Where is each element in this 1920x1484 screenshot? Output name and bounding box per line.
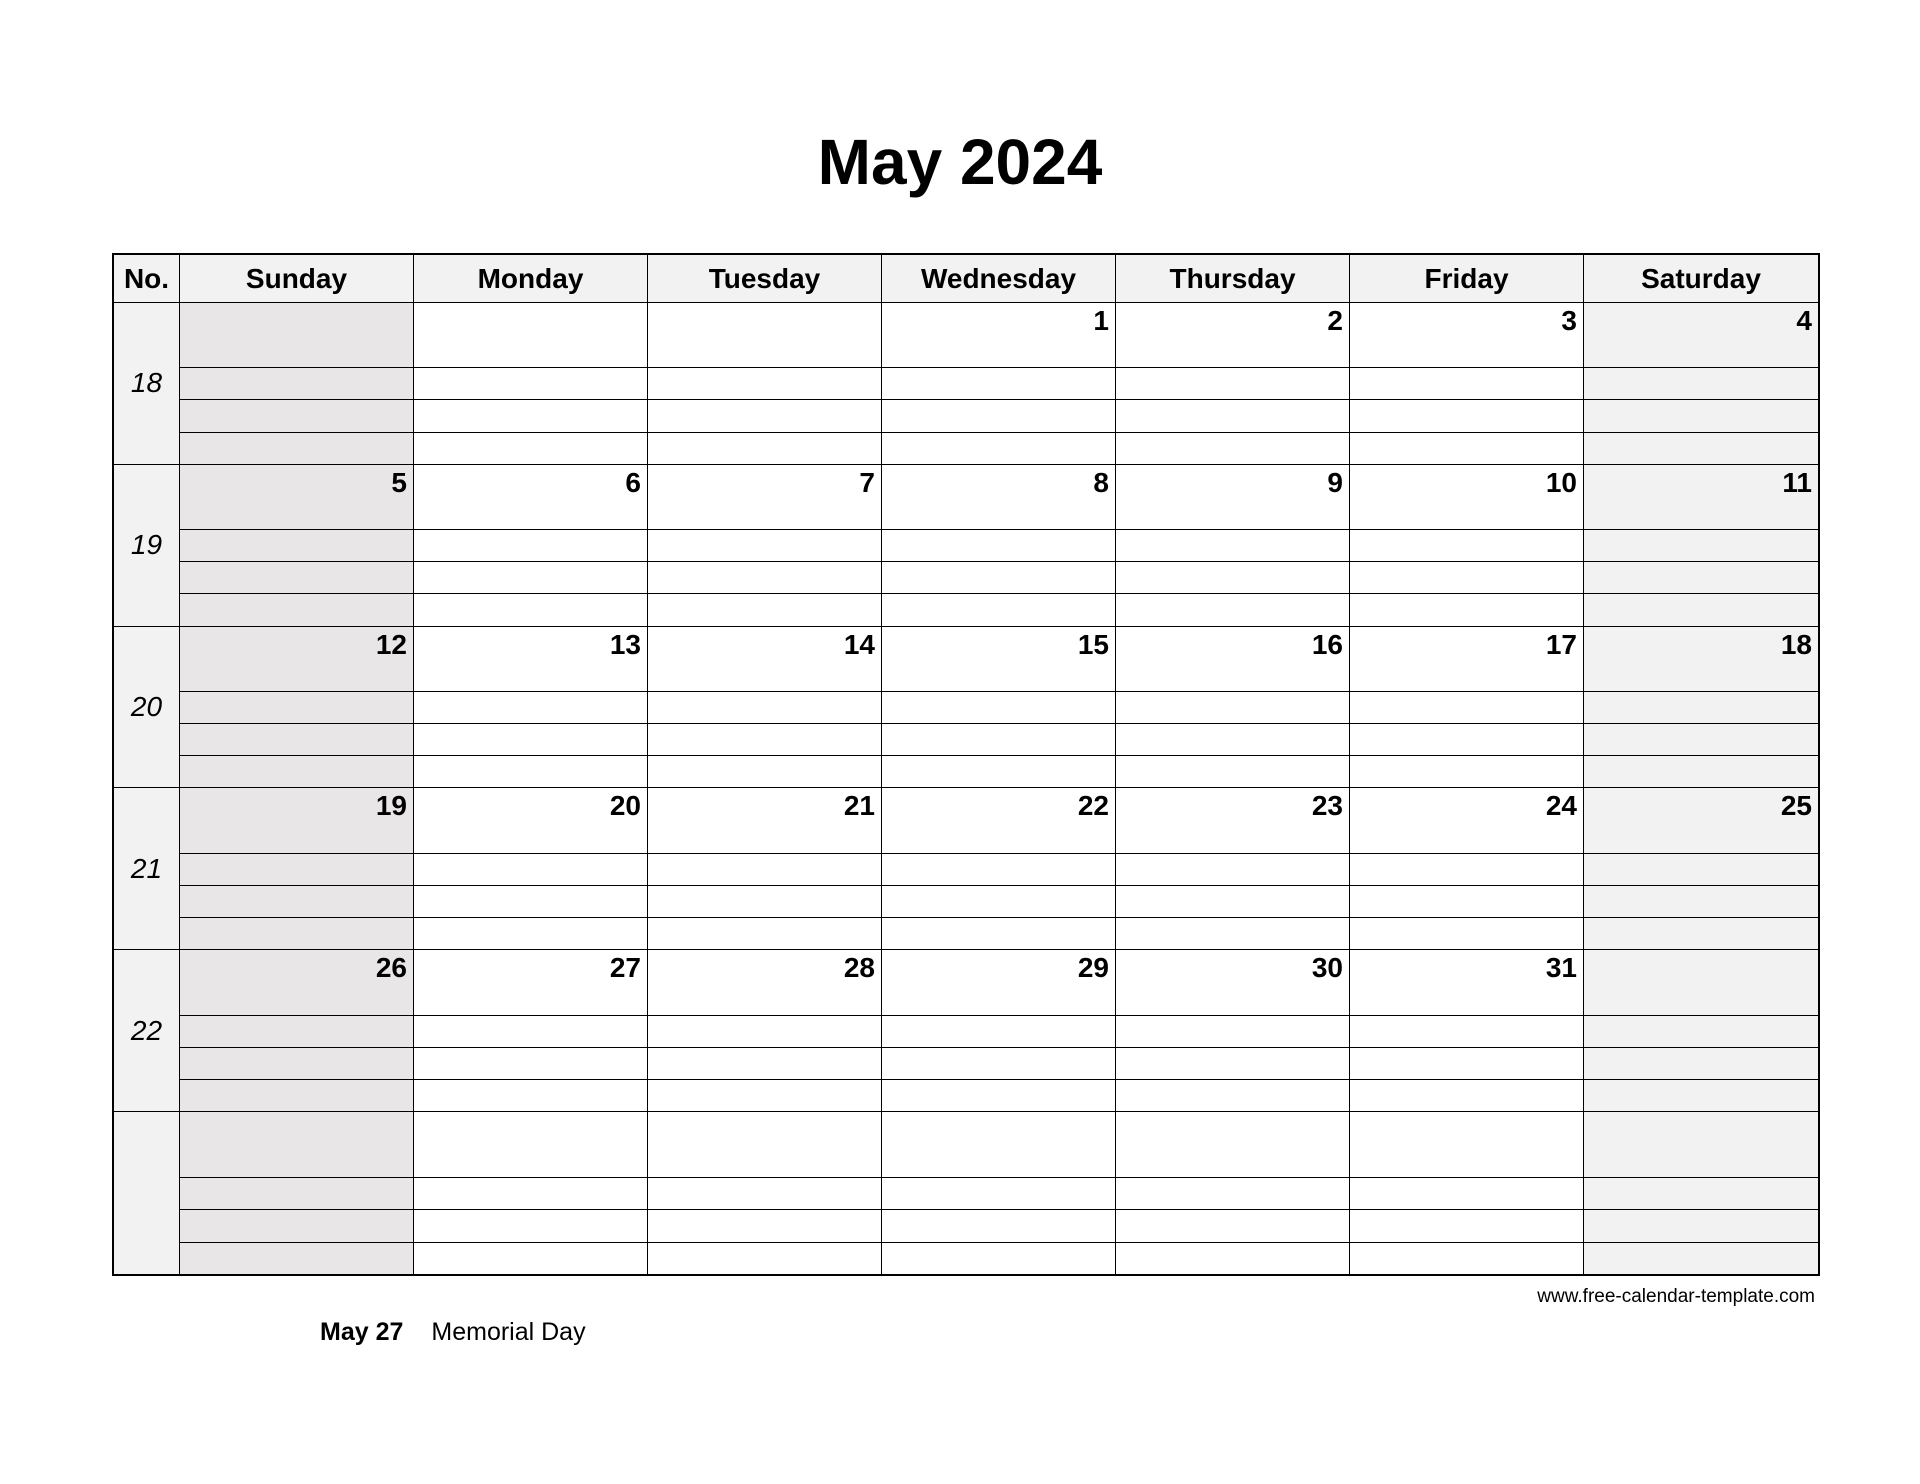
day-cell[interactable] [1584, 1112, 1818, 1274]
note-line [180, 885, 413, 917]
note-line [882, 885, 1115, 917]
day-cell[interactable] [180, 1112, 414, 1274]
note-line [180, 529, 413, 561]
note-line [1584, 755, 1818, 787]
calendar-title: May 2024 [817, 126, 1103, 198]
day-number: 20 [609, 790, 641, 822]
note-line [180, 432, 413, 464]
day-number: 28 [843, 952, 875, 984]
note-line [1350, 1242, 1583, 1274]
day-top-area [1350, 303, 1583, 367]
note-line [1350, 917, 1583, 949]
day-number: 21 [843, 790, 875, 822]
day-number: 12 [375, 628, 407, 660]
day-cell[interactable] [414, 950, 648, 1112]
day-top-area [1116, 1112, 1349, 1177]
note-line [648, 1079, 881, 1111]
note-line [648, 691, 881, 723]
day-top-area [648, 465, 881, 529]
note-line [180, 593, 413, 625]
day-number: 29 [1077, 952, 1109, 984]
note-line [1350, 691, 1583, 723]
day-cell[interactable] [882, 950, 1116, 1112]
note-line [180, 691, 413, 723]
note-line [1116, 1079, 1349, 1111]
note-line [180, 1015, 413, 1047]
note-line [882, 755, 1115, 787]
note-line [1584, 885, 1818, 917]
note-line [882, 1209, 1115, 1241]
note-line [648, 917, 881, 949]
note-line [648, 853, 881, 885]
day-top-area [1584, 950, 1818, 1014]
day-cell[interactable] [1350, 788, 1584, 950]
day-top-area [414, 465, 647, 529]
note-line [414, 529, 647, 561]
note-line [882, 593, 1115, 625]
note-line [180, 561, 413, 593]
note-line [1350, 885, 1583, 917]
day-cell[interactable] [648, 465, 882, 627]
note-line [1584, 723, 1818, 755]
note-line [414, 1079, 647, 1111]
day-cell[interactable] [1116, 788, 1350, 950]
day-number: 14 [843, 628, 875, 660]
note-line [648, 432, 881, 464]
day-cell[interactable] [180, 788, 414, 950]
note-line [1584, 1079, 1818, 1111]
day-header-wednesday: Wednesday [882, 255, 1116, 303]
note-line [414, 561, 647, 593]
note-line [1350, 723, 1583, 755]
day-cell[interactable] [1350, 303, 1584, 465]
note-line [414, 1242, 647, 1274]
note-line [1116, 367, 1349, 399]
note-line [414, 853, 647, 885]
day-cell[interactable] [414, 1112, 648, 1274]
note-line [648, 1242, 881, 1274]
note-line [882, 917, 1115, 949]
note-line [648, 529, 881, 561]
note-line [1350, 755, 1583, 787]
note-line [1350, 1177, 1583, 1209]
note-line [648, 593, 881, 625]
day-cell[interactable] [180, 950, 414, 1112]
day-number: 9 [1327, 466, 1343, 498]
holiday-list [320, 1318, 586, 1347]
day-cell[interactable] [180, 465, 414, 627]
day-number: 3 [1561, 305, 1577, 336]
note-line [882, 1079, 1115, 1111]
holiday-item [320, 1318, 586, 1347]
note-line [882, 367, 1115, 399]
day-number: 8 [1093, 466, 1109, 498]
note-line [882, 691, 1115, 723]
day-cell[interactable] [648, 950, 882, 1112]
day-number: 31 [1545, 952, 1577, 984]
note-line [882, 399, 1115, 431]
day-top-area [414, 303, 647, 367]
day-cell[interactable] [414, 788, 648, 950]
note-line [1350, 1209, 1583, 1241]
day-cell[interactable] [1584, 465, 1818, 627]
note-line [1116, 561, 1349, 593]
day-number: 19 [375, 790, 407, 822]
note-line [1116, 853, 1349, 885]
note-line [414, 1209, 647, 1241]
week-number [114, 1112, 180, 1274]
note-line [1116, 593, 1349, 625]
day-number: 25 [1780, 790, 1812, 822]
note-line [648, 885, 881, 917]
week-number: 22 [114, 950, 180, 1112]
day-header-tuesday: Tuesday [648, 255, 882, 303]
day-cell[interactable] [1350, 950, 1584, 1112]
note-line [1584, 1047, 1818, 1079]
day-cell[interactable] [414, 465, 648, 627]
day-top-area [414, 1112, 647, 1177]
note-line [1116, 723, 1349, 755]
day-top-area [1116, 465, 1349, 529]
note-line [1584, 399, 1818, 431]
note-line [882, 723, 1115, 755]
day-header-sunday: Sunday [180, 255, 414, 303]
day-cell[interactable] [648, 303, 882, 465]
note-line [1350, 1015, 1583, 1047]
day-cell[interactable] [648, 788, 882, 950]
note-line [882, 853, 1115, 885]
note-line [1350, 1079, 1583, 1111]
note-line [1584, 593, 1818, 625]
note-line [180, 367, 413, 399]
note-line [1350, 853, 1583, 885]
day-cell[interactable] [1584, 950, 1818, 1112]
day-header-saturday: Saturday [1584, 255, 1818, 303]
note-line [1116, 691, 1349, 723]
day-number: 26 [375, 952, 407, 984]
day-number: 5 [391, 466, 407, 498]
day-cell[interactable] [414, 303, 648, 465]
note-line [1584, 917, 1818, 949]
note-line [1584, 1177, 1818, 1209]
day-top-area [882, 465, 1115, 529]
note-line [1584, 432, 1818, 464]
day-cell[interactable] [1350, 465, 1584, 627]
note-line [648, 561, 881, 593]
note-line [882, 432, 1115, 464]
day-cell[interactable] [414, 627, 648, 789]
week-number-header: No. [114, 255, 180, 303]
note-line [1350, 432, 1583, 464]
website-url[interactable]: www.free-calendar-template.com [1537, 1286, 1815, 1307]
day-cell[interactable] [1116, 1112, 1350, 1274]
note-line [1584, 1209, 1818, 1241]
day-cell[interactable] [1584, 627, 1818, 789]
day-cell[interactable] [1116, 303, 1350, 465]
day-top-area [180, 303, 413, 367]
note-line [648, 399, 881, 431]
note-line [414, 1177, 647, 1209]
note-line [1350, 593, 1583, 625]
day-number: 11 [1782, 466, 1812, 498]
day-top-area [648, 303, 881, 367]
note-line [414, 885, 647, 917]
day-cell[interactable] [882, 627, 1116, 789]
note-line [1350, 561, 1583, 593]
note-line [414, 399, 647, 431]
note-line [648, 367, 881, 399]
note-line [648, 1177, 881, 1209]
note-line [180, 723, 413, 755]
holiday-date: May 27 [320, 1318, 404, 1346]
day-number: 4 [1796, 305, 1812, 336]
note-line [1116, 917, 1349, 949]
note-line [180, 1177, 413, 1209]
day-cell[interactable] [882, 303, 1116, 465]
note-line [1116, 1242, 1349, 1274]
note-line [1116, 1209, 1349, 1241]
note-line [882, 1047, 1115, 1079]
note-line [1584, 561, 1818, 593]
note-line [414, 755, 647, 787]
day-top-area [180, 465, 413, 529]
day-top-area [882, 303, 1115, 367]
day-number: 23 [1311, 790, 1343, 822]
note-line [414, 917, 647, 949]
week-number: 20 [114, 627, 180, 789]
calendar-grid [112, 253, 1820, 1276]
note-line [1116, 885, 1349, 917]
day-number: 15 [1077, 628, 1109, 660]
note-line [1116, 1015, 1349, 1047]
week-number: 21 [114, 788, 180, 950]
note-line [648, 723, 881, 755]
day-number: 30 [1311, 952, 1343, 984]
day-number: 17 [1545, 628, 1577, 660]
day-number: 1 [1093, 305, 1109, 336]
day-top-area [882, 1112, 1115, 1177]
note-line [1584, 691, 1818, 723]
note-line [1116, 1177, 1349, 1209]
day-top-area [180, 1112, 413, 1177]
note-line [414, 1047, 647, 1079]
note-line [882, 529, 1115, 561]
note-line [882, 1015, 1115, 1047]
note-line [180, 853, 413, 885]
day-number: 2 [1327, 305, 1343, 336]
holiday-name: Memorial Day [431, 1318, 586, 1346]
day-header-thursday: Thursday [1116, 255, 1350, 303]
note-line [1584, 853, 1818, 885]
day-number: 16 [1311, 628, 1343, 660]
note-line [1116, 529, 1349, 561]
note-line [882, 1177, 1115, 1209]
day-number: 7 [859, 466, 875, 498]
note-line [414, 691, 647, 723]
day-number: 10 [1545, 466, 1577, 498]
note-line [648, 755, 881, 787]
day-cell[interactable] [648, 1112, 882, 1274]
note-line [1350, 367, 1583, 399]
note-line [180, 1209, 413, 1241]
day-number: 6 [625, 466, 641, 498]
note-line [1116, 1047, 1349, 1079]
note-line [882, 1242, 1115, 1274]
note-line [1116, 755, 1349, 787]
day-cell[interactable] [1350, 1112, 1584, 1274]
note-line [1116, 432, 1349, 464]
note-line [180, 755, 413, 787]
note-line [882, 561, 1115, 593]
day-number: 24 [1545, 790, 1577, 822]
note-line [414, 432, 647, 464]
day-number: 18 [1780, 628, 1812, 660]
note-line [1350, 399, 1583, 431]
note-line [414, 723, 647, 755]
day-top-area [1116, 303, 1349, 367]
day-cell[interactable] [1116, 627, 1350, 789]
note-line [1350, 1047, 1583, 1079]
day-cell[interactable] [882, 788, 1116, 950]
week-number: 18 [114, 303, 180, 465]
note-line [180, 399, 413, 431]
note-line [414, 367, 647, 399]
note-line [1584, 367, 1818, 399]
note-line [1584, 1015, 1818, 1047]
day-top-area [1350, 1112, 1583, 1177]
note-line [1116, 399, 1349, 431]
note-line [414, 593, 647, 625]
note-line [180, 1079, 413, 1111]
day-cell[interactable] [1116, 465, 1350, 627]
day-cell[interactable] [882, 1112, 1116, 1274]
day-top-area [1584, 303, 1818, 367]
day-cell[interactable] [180, 303, 414, 465]
day-cell[interactable] [1350, 627, 1584, 789]
day-cell[interactable] [180, 627, 414, 789]
note-line [180, 917, 413, 949]
note-line [1584, 1242, 1818, 1274]
day-cell[interactable] [1584, 788, 1818, 950]
day-top-area [648, 1112, 881, 1177]
note-line [414, 1015, 647, 1047]
day-cell[interactable] [1116, 950, 1350, 1112]
day-number: 27 [609, 952, 641, 984]
note-line [180, 1242, 413, 1274]
day-cell[interactable] [1584, 303, 1818, 465]
day-number: 13 [609, 628, 641, 660]
note-line [1584, 529, 1818, 561]
day-top-area [1584, 1112, 1818, 1177]
day-cell[interactable] [648, 627, 882, 789]
day-number: 22 [1077, 790, 1109, 822]
day-cell[interactable] [882, 465, 1116, 627]
week-number: 19 [114, 465, 180, 627]
note-line [648, 1047, 881, 1079]
day-header-friday: Friday [1350, 255, 1584, 303]
note-line [180, 1047, 413, 1079]
note-line [648, 1015, 881, 1047]
day-header-monday: Monday [414, 255, 648, 303]
note-line [648, 1209, 881, 1241]
note-line [1350, 529, 1583, 561]
